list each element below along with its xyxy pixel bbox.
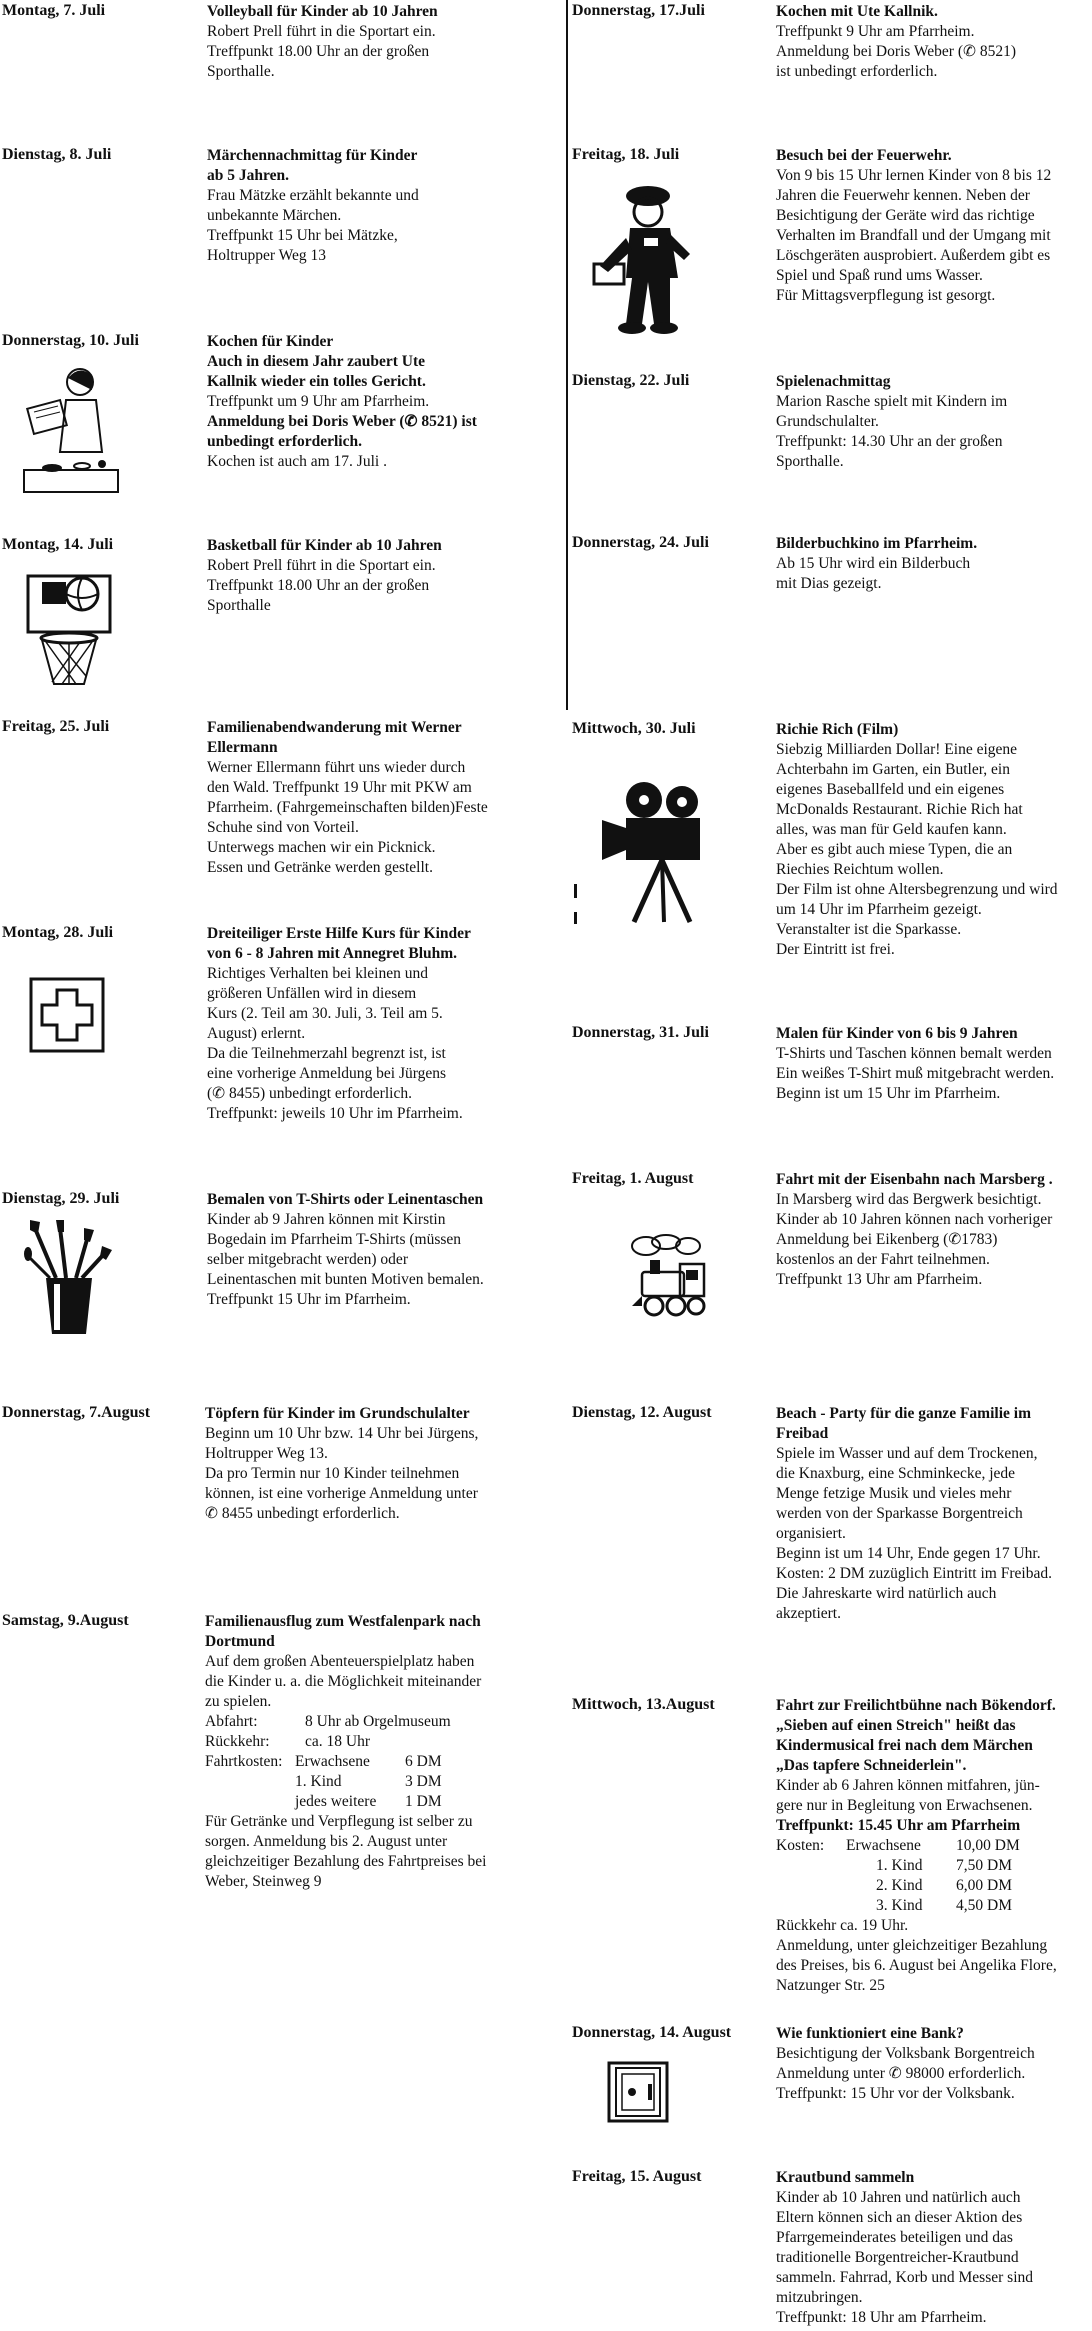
event-line: Treffpunkt 9 Uhr am Pfarrheim. [776, 23, 975, 40]
event-description [207, 1190, 484, 1310]
event-line: Da pro Termin nur 10 Kinder teilnehmen [205, 1465, 460, 1482]
event-line: Beginn ist um 15 Uhr im Pfarrheim. [776, 1085, 1001, 1102]
event-description [776, 146, 1051, 306]
event-title: Volleyball für Kinder ab 10 Jahren [207, 3, 438, 20]
event-line: Weber, Steinweg 9 [205, 1873, 322, 1890]
event-title: Freibad [776, 1425, 829, 1442]
event-line: (✆ 8455) unbedingt erforderlich. [207, 1085, 412, 1102]
event-line: Frau Mätzke erzählt bekannte und [207, 187, 419, 204]
event-line: Treffpunkt 18.00 Uhr an der großen [207, 577, 430, 594]
event-line: Anmeldung unter ✆ 98000 erforderlich. [776, 2065, 1026, 2082]
event-line: Treffpunkt: jeweils 10 Uhr im Pfarrheim. [207, 1105, 463, 1122]
basketball-icon [24, 572, 114, 692]
event-title: Spielenachmittag [776, 373, 891, 390]
event-line: Kinder ab 10 Jahren und natürlich auch [776, 2189, 1021, 2206]
event-description [776, 1170, 1053, 1290]
event-description [207, 718, 488, 878]
event-date: Freitag, 25. Juli [2, 718, 110, 735]
cost-category: Erwachsene [846, 1837, 921, 1854]
event-line: um 14 Uhr im Pfarrheim gezeigt. [776, 901, 982, 918]
event-line: Achterbahn im Garten, ein Butler, ein [776, 761, 1010, 778]
event-line: Marion Rasche spielt mit Kindern im [776, 393, 1008, 410]
event-line: August) erlernt. [207, 1025, 306, 1042]
event-description [207, 332, 477, 472]
event-date: Donnerstag, 7.August [2, 1404, 151, 1421]
event-line: organisiert. [776, 1525, 846, 1542]
event-description [205, 1612, 486, 1892]
cost-value: 6 DM [405, 1753, 442, 1770]
event-line: werden von der Sparkasse Borgentreich [776, 1505, 1023, 1522]
event-line: Löschgeräten ausprobiert. Außerdem gibt es [776, 247, 1051, 264]
event-description [776, 1024, 1054, 1104]
event-line: zu spielen. [205, 1693, 272, 1710]
event-line: In Marsberg wird das Bergwerk besichtigt. [776, 1191, 1042, 1208]
event-line: Anmeldung, unter gleichzeitiger Bezahlung [776, 1937, 1048, 1954]
cost-category: Erwachsene [295, 1753, 370, 1770]
event-line: Kinder ab 10 Jahren können nach vorheriger [776, 1211, 1053, 1228]
firefighter-icon [586, 168, 696, 338]
event-title: Kallnik wieder ein tolles Gericht. [207, 373, 426, 390]
cost-category: 2. Kind [876, 1877, 923, 1894]
event-title: Kochen für Kinder [207, 333, 334, 350]
event-date: Donnerstag, 17.Juli [572, 2, 705, 19]
event-line: Spiele im Wasser und auf dem Trockenen, [776, 1445, 1038, 1462]
cost-category: jedes weitere [295, 1793, 377, 1810]
event-title: Dreiteiliger Erste Hilfe Kurs für Kinder [207, 925, 471, 942]
event-line: Bogedain im Pfarrheim T-Shirts (müssen [207, 1231, 462, 1248]
event-line: Treffpunkt: 18 Uhr am Pfarrheim. [776, 2309, 987, 2326]
event-line: Besichtigung der Geräte wird das richtige [776, 207, 1035, 224]
event-title: Bilderbuchkino im Pfarrheim. [776, 535, 978, 552]
event-title: Bemalen von T-Shirts oder Leinentaschen [207, 1191, 484, 1208]
event-line: Treffpunkt 15 Uhr im Pfarrheim. [207, 1291, 411, 1308]
cost-category: 1. Kind [295, 1773, 342, 1790]
event-line: Holtrupper Weg 13. [205, 1445, 328, 1462]
event-title: Beach - Party für die ganze Familie im [776, 1405, 1031, 1422]
event-line: sorgen. Anmeldung bis 2. August unter [205, 1833, 448, 1850]
event-line: Kinder ab 9 Jahren können mit Kirstin [207, 1211, 446, 1228]
event-line: traditionelle Borgentreicher-Krautbund [776, 2249, 1019, 2266]
event-line: Rückkehr ca. 19 Uhr. [776, 1917, 909, 1934]
event-date: Dienstag, 12. August [572, 1404, 712, 1421]
event-date: Freitag, 1. August [572, 1170, 694, 1187]
event-description [207, 2, 438, 82]
event-line: Treffpunkt: 15 Uhr vor der Volksbank. [776, 2085, 1015, 2102]
event-line: Veranstalter ist die Sparkasse. [776, 921, 962, 938]
event-title: Dortmund [205, 1633, 275, 1650]
film-projector-icon [574, 776, 724, 926]
safe-icon [606, 2060, 670, 2124]
event-description [776, 372, 1007, 472]
event-line: Robert Prell führt in die Sportart ein. [207, 557, 436, 574]
event-title: Töpfern für Kinder im Grundschulalter [205, 1405, 470, 1422]
event-line: mitzubringen. [776, 2289, 863, 2306]
cost-row [205, 1792, 486, 1812]
cost-row [205, 1772, 486, 1792]
event-line: McDonalds Restaurant. Richie Rich hat [776, 801, 1023, 818]
event-date: Donnerstag, 31. Juli [572, 1024, 709, 1041]
column-divider [566, 0, 568, 710]
event-line: Für Getränke und Verpflegung ist selber zu [205, 1813, 473, 1830]
event-description [207, 146, 419, 266]
event-line: Schuhe sind von Vorteil. [207, 819, 359, 836]
event-line: akzeptiert. [776, 1605, 841, 1622]
event-line: Riechies Reichtum wollen. [776, 861, 944, 878]
cost-row [776, 1856, 1057, 1876]
event-date: Dienstag, 22. Juli [572, 372, 690, 389]
event-line: Leinentaschen mit bunten Motiven bemalen. [207, 1271, 484, 1288]
event-description [776, 2024, 1035, 2104]
event-line: T-Shirts und Taschen können bemalt werden [776, 1045, 1052, 1062]
cost-category: 1. Kind [876, 1857, 923, 1874]
cost-value: 10,00 DM [956, 1837, 1020, 1854]
event-line: den Wald. Treffpunkt 19 Uhr mit PKW am [207, 779, 472, 796]
cost-value: 4,50 DM [956, 1897, 1012, 1914]
cost-row [776, 1836, 1057, 1856]
event-line-bold: Anmeldung bei Doris Weber (✆ 8521) ist [207, 413, 477, 430]
event-line: Beginn um 10 Uhr bzw. 14 Uhr bei Jürgens, [205, 1425, 479, 1442]
event-line: Anmeldung bei Doris Weber (✆ 8521) [776, 43, 1017, 60]
event-date: Freitag, 18. Juli [572, 146, 680, 163]
event-date: Mittwoch, 13.August [572, 1696, 715, 1713]
event-date: Montag, 7. Juli [2, 2, 106, 19]
event-line: Aber es gibt auch miese Typen, die an [776, 841, 1013, 858]
event-description [776, 1404, 1052, 1624]
event-description [776, 2168, 1033, 2328]
event-line: Spiel und Spaß rund ums Wasser. [776, 267, 983, 284]
paintbrushes-icon [24, 1218, 114, 1338]
event-line-bold: unbedingt erforderlich. [207, 433, 362, 450]
event-line: größeren Unfällen wird in diesem [207, 985, 417, 1002]
cost-label: Fahrtkosten: [205, 1753, 283, 1770]
event-line: die Knaxburg, eine Schminkecke, jede [776, 1465, 1016, 1482]
event-line: gleichzeitiger Bezahlung des Fahrtpreises bei [205, 1853, 487, 1870]
train-icon [630, 1234, 710, 1318]
schedule-row [205, 1712, 486, 1732]
event-title: Malen für Kinder von 6 bis 9 Jahren [776, 1025, 1018, 1042]
event-date: Montag, 14. Juli [2, 536, 114, 553]
event-line: Kinder ab 6 Jahren können mitfahren, jün- [776, 1777, 1040, 1794]
event-line: die Kinder u. a. die Möglichkeit miteinander [205, 1673, 482, 1690]
event-date: Samstag, 9.August [2, 1612, 129, 1629]
event-line: Der Eintritt ist frei. [776, 941, 895, 958]
event-line: Besichtigung der Volksbank Borgentreich [776, 2045, 1035, 2062]
event-line: eine vorherige Anmeldung bei Jürgens [207, 1065, 447, 1082]
event-title: Krautbund sammeln [776, 2169, 915, 2186]
first-aid-cross-icon [28, 976, 106, 1054]
event-title: Richie Rich (Film) [776, 721, 899, 738]
event-line: Eltern können sich an dieser Aktion des [776, 2209, 1023, 2226]
event-line: Sporthalle. [207, 63, 275, 80]
event-title: Wie funktioniert eine Bank? [776, 2025, 964, 2042]
event-date: Mittwoch, 30. Juli [572, 720, 696, 737]
event-title: Basketball für Kinder ab 10 Jahren [207, 537, 442, 554]
event-line: Anmeldung bei Eikenberg (✆1783) [776, 1231, 998, 1248]
event-description [776, 1696, 1057, 1996]
event-line: Für Mittagsverpflegung ist gesorgt. [776, 287, 996, 304]
event-title: „Das tapfere Schneiderlein". [776, 1757, 967, 1774]
event-line: des Preises, bis 6. August bei Angelika Flore, [776, 1957, 1057, 1974]
event-line: Werner Ellermann führt uns wieder durch [207, 759, 466, 776]
event-date: Dienstag, 29. Juli [2, 1190, 120, 1207]
event-line: Treffpunkt 15 Uhr bei Mätzke, [207, 227, 398, 244]
event-line: Sporthalle. [776, 453, 844, 470]
event-line-bold: Treffpunkt: 15.45 Uhr am Pfarrheim [776, 1817, 1021, 1834]
event-title: von 6 - 8 Jahren mit Annegret Bluhm. [207, 945, 458, 962]
event-line: Treffpunkt: 14.30 Uhr an der großen [776, 433, 1003, 450]
event-date: Donnerstag, 14. August [572, 2024, 732, 2041]
event-line: Da die Teilnehmerzahl begrenzt ist, ist [207, 1045, 446, 1062]
event-line: Ein weißes T-Shirt muß mitgebracht werden. [776, 1065, 1055, 1082]
event-line: Pfarrgemeinderates beteiligen und das [776, 2229, 1013, 2246]
event-description [207, 536, 442, 616]
event-line: unbekannte Märchen. [207, 207, 342, 224]
event-description [776, 720, 1058, 960]
event-date: Donnerstag, 24. Juli [572, 534, 709, 551]
schedule-value: ca. 18 Uhr [305, 1733, 370, 1750]
event-title: Familienausflug zum Westfalenpark nach [205, 1613, 481, 1630]
event-line: Treffpunkt 18.00 Uhr an der großen [207, 43, 430, 60]
event-line: gere nur in Begleitung von Erwachsenen. [776, 1797, 1033, 1814]
event-title: Fahrt zur Freilichtbühne nach Bökendorf. [776, 1697, 1056, 1714]
event-line: Verhalten im Brandfall und der Umgang mit [776, 227, 1051, 244]
cost-value: 7,50 DM [956, 1857, 1012, 1874]
cost-row [776, 1896, 1057, 1916]
event-title: Märchennachmittag für Kinder [207, 147, 418, 164]
event-title: Familienabendwanderung mit Werner [207, 719, 462, 736]
event-line: Treffpunkt um 9 Uhr am Pfarrheim. [207, 393, 430, 410]
event-line: Pfarrheim. (Fahrgemeinschaften bilden)Feste [207, 799, 488, 816]
event-line: Auf dem großen Abenteuerspielplatz haben [205, 1653, 475, 1670]
event-date: Dienstag, 8. Juli [2, 146, 112, 163]
event-line: Unterwegs machen wir ein Picknick. [207, 839, 436, 856]
event-line: selber mitgebracht werden) oder [207, 1251, 408, 1268]
schedule-value: 8 Uhr ab Orgelmuseum [305, 1713, 451, 1730]
event-line: Robert Prell führt in die Sportart ein. [207, 23, 436, 40]
event-line: Der Film ist ohne Altersbegrenzung und wird [776, 881, 1058, 898]
event-line: Grundschulalter. [776, 413, 879, 430]
event-line: kostenlos an der Fahrt teilnehmen. [776, 1251, 990, 1268]
event-title: Fahrt mit der Eisenbahn nach Marsberg . [776, 1171, 1053, 1188]
event-line: Menge fetzige Musik und vieles mehr [776, 1485, 1012, 1502]
event-line: Natzunger Str. 25 [776, 1977, 885, 1994]
event-title: Auch in diesem Jahr zaubert Ute [207, 353, 425, 370]
schedule-row [205, 1732, 486, 1752]
cost-value: 3 DM [405, 1773, 442, 1790]
event-line: Sporthalle [207, 597, 271, 614]
event-description [776, 2, 1016, 82]
event-title: Ellermann [207, 739, 278, 756]
event-line: Kochen ist auch am 17. Juli . [207, 453, 387, 470]
event-line: Treffpunkt 13 Uhr am Pfarrheim. [776, 1271, 983, 1288]
schedule-label: Abfahrt: [205, 1713, 258, 1730]
event-line: Jahren die Feuerwehr kennen. Neben der [776, 187, 1030, 204]
event-title: ab 5 Jahren. [207, 167, 289, 184]
cost-label: Kosten: [776, 1837, 825, 1854]
event-description [776, 534, 977, 594]
event-title: „Sieben auf einen Streich" heißt das [776, 1717, 1016, 1734]
event-line: Die Jahreskarte wird natürlich auch [776, 1585, 997, 1602]
event-date: Donnerstag, 10. Juli [2, 332, 139, 349]
event-description [207, 924, 471, 1124]
event-line: Essen und Getränke werden gestellt. [207, 859, 433, 876]
event-line: alles, was man für Geld kaufen kann. [776, 821, 1007, 838]
event-title: Kochen mit Ute Kallnik. [776, 3, 938, 20]
event-date: Freitag, 15. August [572, 2168, 702, 2185]
event-title: Kindermusical frei nach dem Märchen [776, 1737, 1033, 1754]
event-line: Holtrupper Weg 13 [207, 247, 326, 264]
event-line: Kosten: 2 DM zuzüglich Eintritt im Freibad. [776, 1565, 1052, 1582]
cost-value: 1 DM [405, 1793, 442, 1810]
event-line: können, ist eine vorherige Anmeldung unter [205, 1485, 478, 1502]
event-line: Kurs (2. Teil am 30. Juli, 3. Teil am 5. [207, 1005, 443, 1022]
cost-row [776, 1876, 1057, 1896]
event-title: Besuch bei der Feuerwehr. [776, 147, 952, 164]
event-line: Ab 15 Uhr wird ein Bilderbuch [776, 555, 971, 572]
event-date: Montag, 28. Juli [2, 924, 114, 941]
cost-row [205, 1752, 486, 1772]
cost-value: 6,00 DM [956, 1877, 1012, 1894]
schedule-label: Rückkehr: [205, 1733, 270, 1750]
event-line: ✆ 8455 unbedingt erforderlich. [205, 1505, 400, 1522]
event-line: eigenes Baseballfeld und ein eigenes [776, 781, 1005, 798]
event-line: Beginn ist um 14 Uhr, Ende gegen 17 Uhr. [776, 1545, 1041, 1562]
event-line: ist unbedingt erforderlich. [776, 63, 938, 80]
event-line: Richtiges Verhalten bei kleinen und [207, 965, 428, 982]
event-description [205, 1404, 478, 1524]
cost-category: 3. Kind [876, 1897, 923, 1914]
event-line: Siebzig Milliarden Dollar! Eine eigene [776, 741, 1018, 758]
event-line: sammeln. Fahrrad, Korb und Messer sind [776, 2269, 1033, 2286]
event-line: Von 9 bis 15 Uhr lernen Kinder von 8 bis 12 [776, 167, 1052, 184]
cook-icon [22, 360, 122, 500]
event-line: mit Dias gezeigt. [776, 575, 882, 592]
